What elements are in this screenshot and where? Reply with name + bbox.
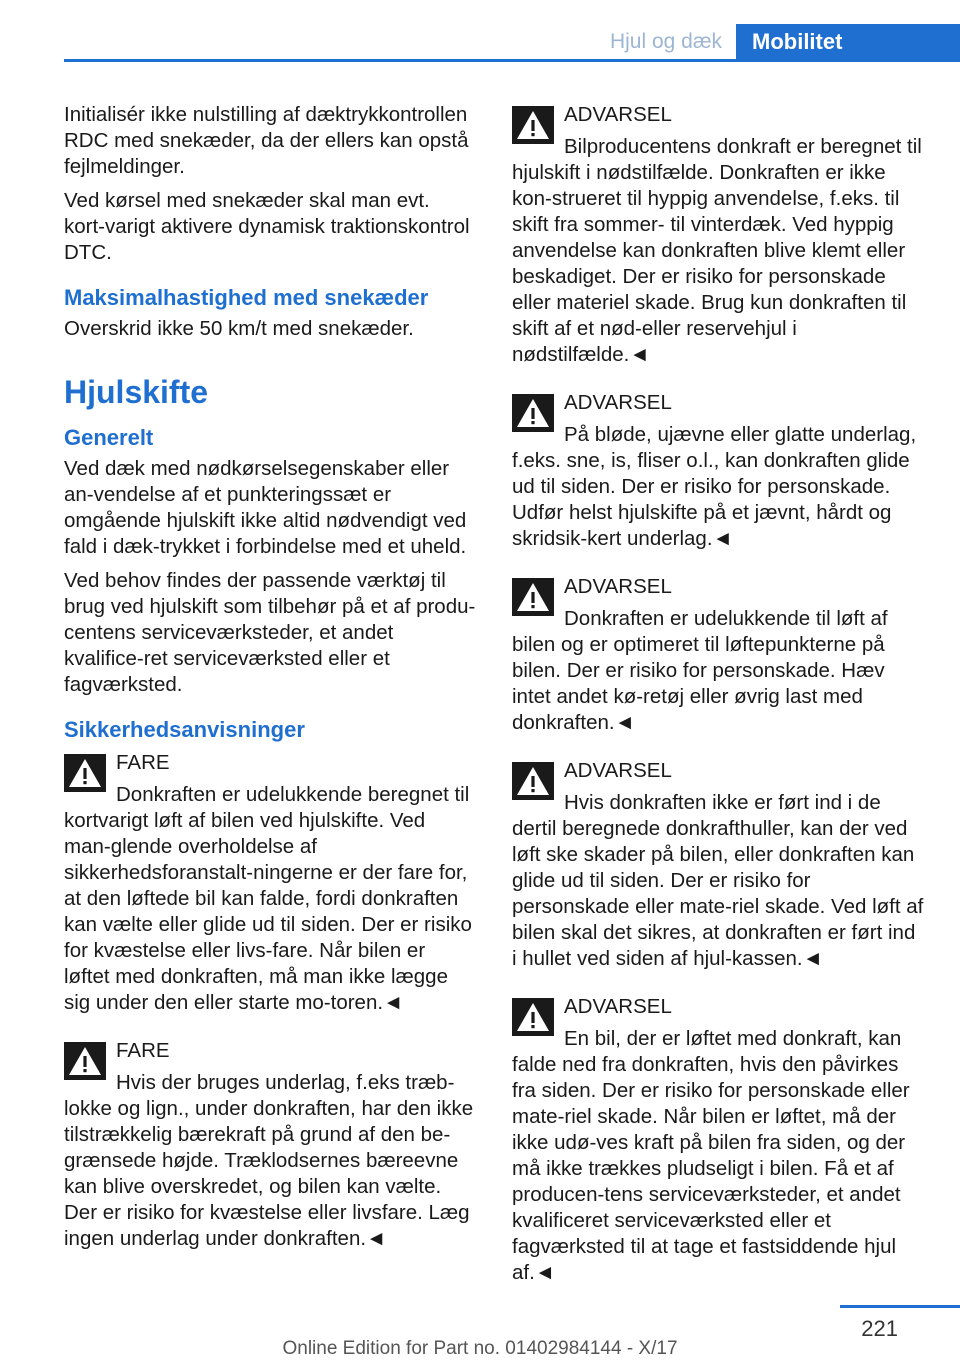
warning-text: På bløde, ujævne eller glatte underlag, f.eks. sne, is, fliser o.l., kan donkraften glide ud til siden. Der er risiko for personskade. Udfør helst hjulskifte på et jævnt, hårdt og skridsik‐kert underlag.◄ xyxy=(512,423,917,550)
page-header xyxy=(64,24,960,62)
left-column xyxy=(64,102,476,1274)
paragraph: Ved behov findes der passende værktøj til brug ved hjulskift som tilbehør på et af produ‐centens serviceværksteder, et andet kvalifice‐ret serviceværksted eller et fagværksted. xyxy=(64,569,476,696)
danger-block xyxy=(64,750,476,1016)
warning-triangle-icon xyxy=(64,754,106,792)
warning-triangle-icon xyxy=(512,578,554,616)
danger-text: Hvis der bruges underlag, f.eks træb‐lokke og lign., under donkraften, har den ikke tilstrækkelig bærekraft på grund af den be‐grænsede højde. Træklodsernes bæreevne kan blive overskredet, og bilen kan vælte. Der er risiko for kvæstelse eller livsfare. Læg ingen underlag under donkraften.◄ xyxy=(64,1071,474,1250)
right-column xyxy=(512,102,924,1308)
warning-block xyxy=(512,758,924,972)
warning-block xyxy=(512,574,924,736)
warning-block xyxy=(512,102,924,368)
danger-title: FARE xyxy=(116,1039,170,1062)
warning-triangle-icon xyxy=(512,998,554,1036)
chapter-tab: Mobilitet xyxy=(736,24,960,62)
warning-title: ADVARSEL xyxy=(564,995,672,1018)
warning-text: Donkraften er udelukkende til løft af bilen og er optimeret til løftepunkterne på bilen. Der er risiko for personskade. Hæv intet andet kø‐retøj eller øvrig last med donkraften.◄ xyxy=(512,607,888,734)
warning-title: ADVARSEL xyxy=(564,575,672,598)
warning-text: En bil, der er løftet med donkraft, kan falde ned fra donkraften, hvis den påvirkes fra siden. Der er risiko for personskade eller mate‐riel skade. Når bilen er løftet, må der ikke udø‐ves kraft på bilen fra siden, og der må ikke trækkes pludseligt i bilen. Få et af producen‐tens serviceværksteder, et andet kvalificeret serviceværksted eller et fagværksted til at tage et fastsiddende hjul af.◄ xyxy=(512,1027,910,1284)
danger-block xyxy=(64,1038,476,1252)
warning-triangle-icon xyxy=(512,762,554,800)
warning-block xyxy=(512,390,924,552)
warning-title: ADVARSEL xyxy=(564,103,672,126)
warning-title: ADVARSEL xyxy=(564,759,672,782)
edition-footer: Online Edition for Part no. 01402984144 - X/17 xyxy=(282,1338,678,1359)
paragraph: Ved dæk med nødkørselsegenskaber eller an‐vendelse af et punkteringssæt er omgående hjulskift ikke altid nødvendigt ved fald i dæk‐trykket i forbindelse med et uheld. xyxy=(64,457,467,558)
section-tab: Hjul og dæk xyxy=(609,30,722,53)
danger-title: FARE xyxy=(116,751,170,774)
heading-wheel-change: Hjulskifte xyxy=(64,374,209,410)
warning-triangle-icon xyxy=(512,106,554,144)
heading-general: Generelt xyxy=(64,425,154,450)
header-rule xyxy=(64,59,960,62)
warning-triangle-icon xyxy=(512,394,554,432)
paragraph: Ved kørsel med snekæder skal man evt. kort‐varigt aktivere dynamisk traktionskontrol DTC. xyxy=(64,189,470,264)
warning-triangle-icon xyxy=(64,1042,106,1080)
warning-text: Bilproducentens donkraft er beregnet til hjulskift i nødstilfælde. Donkraften er ikke kon‐strueret til hyppig anvendelse, f.eks. til skift fra sommer- til vinterdæk. Ved hyppig anvendelse kan donkraften blive klemt eller beskadiget. Der er risiko for personskade eller materiel skade. Brug kun donkraften til skift af et nød‐eller reservehjul i nødstilfælde.◄ xyxy=(512,135,922,366)
paragraph: Initialisér ikke nulstilling af dæktrykkontrollen RDC med snekæder, da der ellers kan opstå fejlmeldinger. xyxy=(64,103,469,178)
page-number: 221 xyxy=(861,1316,898,1341)
footer-rule xyxy=(840,1305,960,1308)
paragraph: Overskrid ikke 50 km/t med snekæder. xyxy=(64,317,414,340)
danger-text: Donkraften er udelukkende beregnet til kortvarigt løft af bilen ved hjulskifte. Ved man‐glende overholdelse af sikkerhedsforanstalt‐ningerne er der fare for, at den løftede bil kan falde, fordi donkraften kan vælte eller glide ud til siden. Der er risiko for kvæstelse eller livs‐fare. Når bilen er løftet med donkraften, må man ikke lægge sig under den eller starte mo‐toren.◄ xyxy=(64,783,472,1014)
warning-title: ADVARSEL xyxy=(564,391,672,414)
warning-text: Hvis donkraften ikke er ført ind i de dertil beregnede donkrafthuller, kan der ved løft ske skader på bilen, eller donkraften kan glide ud til siden. Der er risiko for personskade eller mate‐riel skade. Ved løft af bilen skal det sikres, at donkraften er ført ind i hullet ved siden af hjul‐kassen.◄ xyxy=(512,791,924,970)
warning-block xyxy=(512,994,924,1286)
heading-max-speed: Maksimalhastighed med snekæder xyxy=(64,285,429,310)
heading-safety: Sikkerhedsanvisninger xyxy=(64,717,305,742)
